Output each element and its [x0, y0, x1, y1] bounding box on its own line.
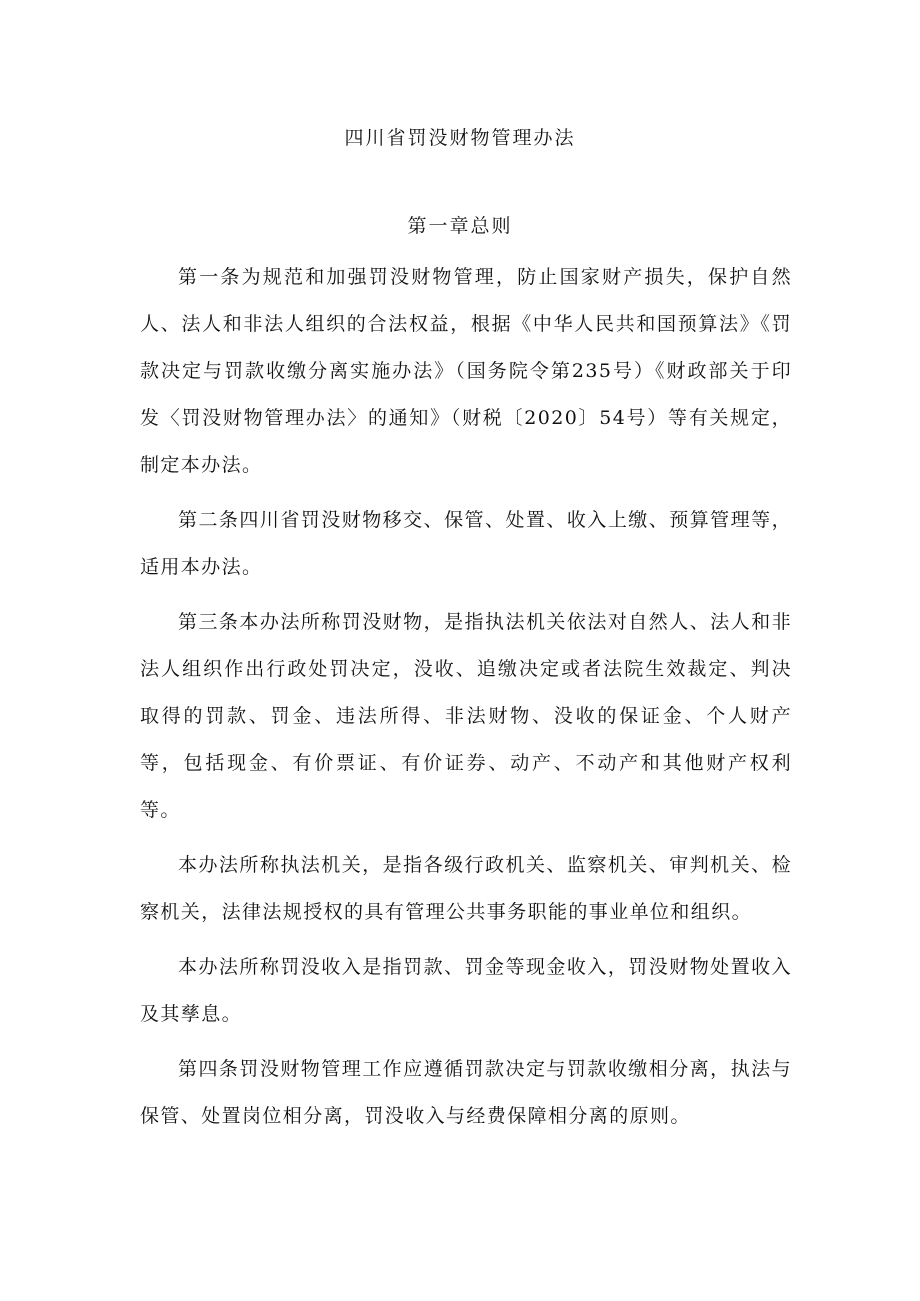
paragraph-article-4: 第四条罚没财物管理工作应遵循罚款决定与罚款收缴相分离，执法与保管、处置岗位相分离，罚没收入与经费保障相分离的原则。	[140, 1058, 792, 1127]
document-title: 四川省罚没财物管理办法	[344, 127, 576, 149]
paragraph-article-3: 第三条本办法所称罚没财物，是指执法机关依法对自然人、法人和非法人组织作出行政处罚决定，没收、追缴决定或者法院生效裁定、判决取得的罚款、罚金、违法所得、非法财物、没收的保证金、个人财产等，包括现金、有价票证、有价证券、动产、不动产和其他财产权利等。	[140, 611, 792, 821]
document-body	[140, 254, 792, 1148]
paragraph-article-1: 第一条为规范和加强罚没财物管理，防止国家财产损失，保护自然人、法人和非法人组织的合法权益，根据《中华人民共和国预算法》《罚款决定与罚款收缴分离实施办法》（国务院令第235号）《财政部关于印发〈罚没财物管理办法〉的通知》（财税〔2020〕54号）等有关规定，制定本办法。	[140, 266, 792, 476]
paragraph-law-enforcement-definition: 本办法所称执法机关，是指各级行政机关、监察机关、审判机关、检察机关，法律法规授权的具有管理公共事务职能的事业单位和组织。	[140, 854, 792, 923]
chapter-heading: 第一章总则	[407, 215, 513, 237]
paragraph-article-2: 第二条四川省罚没财物移交、保管、处置、收入上缴、预算管理等，适用本办法。	[140, 509, 792, 578]
paragraph-revenue-definition: 本办法所称罚没收入是指罚款、罚金等现金收入，罚没财物处置收入及其孳息。	[140, 956, 792, 1025]
